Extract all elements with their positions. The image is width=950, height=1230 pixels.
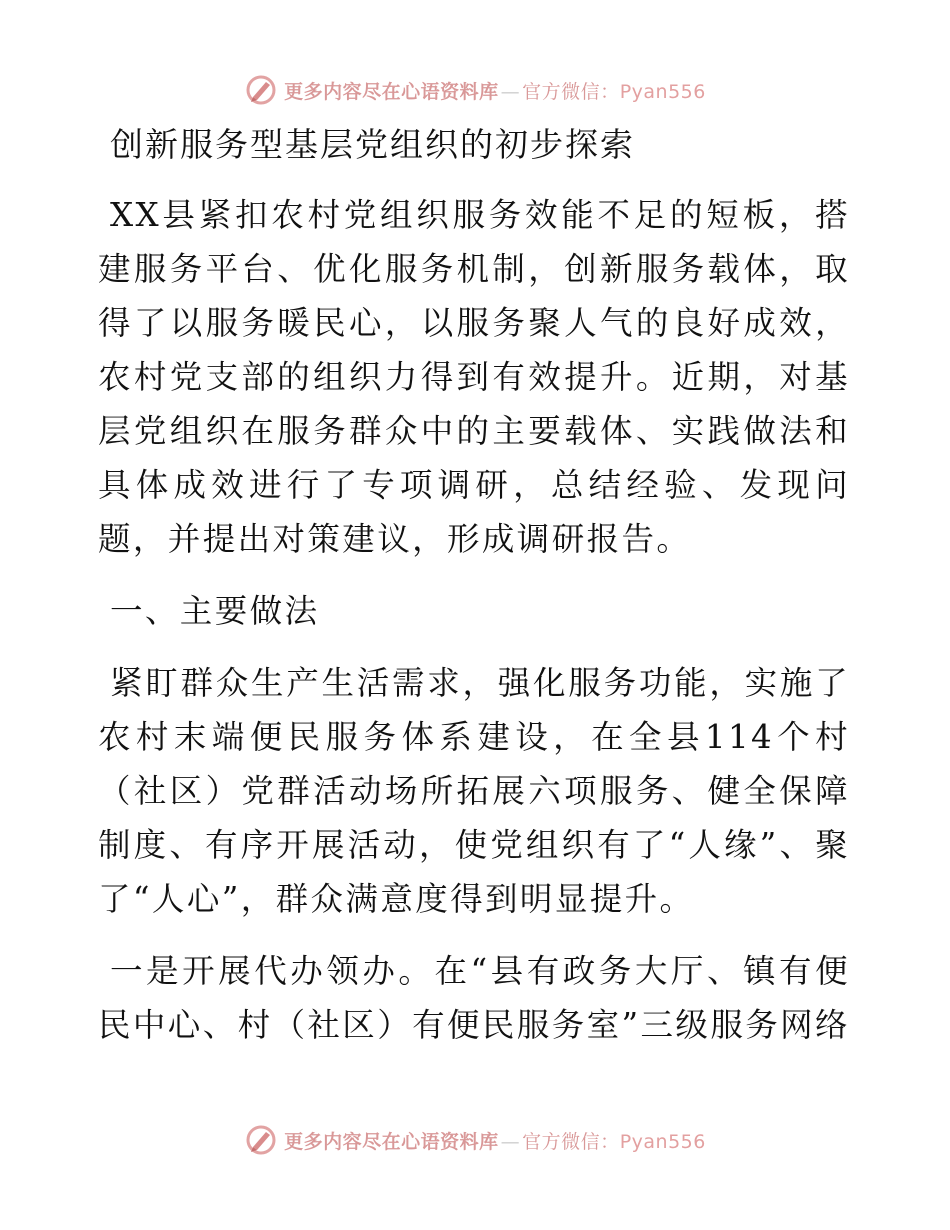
banner-separator: — xyxy=(500,1130,521,1153)
document-title: 创新服务型基层党组织的初步探索 xyxy=(110,125,635,164)
pen-circle-icon xyxy=(244,73,278,107)
banner-title: 更多内容尽在心语资料库 xyxy=(284,80,499,103)
banner-separator: — xyxy=(500,80,521,103)
section-heading: 一、主要做法 xyxy=(110,592,320,630)
banner-wechat-id: Pyan556 xyxy=(619,80,706,103)
banner-title: 更多内容尽在心语资料库 xyxy=(284,1130,499,1153)
banner-wechat-label: 官方微信： xyxy=(522,1130,620,1153)
header-watermark-banner xyxy=(0,70,950,110)
section-paragraph: 紧盯群众生产生活需求，强化服务功能，实施了农村末端便民服务体系建设，在全县114个村（社区）党群活动场所拓展六项服务、健全保障制度、有序开展活动，使党组织有了“人缘”、聚了“人心”，群众满意度得到明显提升。 xyxy=(98,664,850,918)
point-paragraph: 一是开展代办领办。在“县有政务大厅、镇有便民中心、村（社区）有便民服务室”三级服务网络 xyxy=(98,952,850,1044)
document-body xyxy=(98,120,850,1070)
banner-text xyxy=(284,1127,706,1154)
footer-watermark-banner xyxy=(0,1120,950,1160)
banner-text xyxy=(284,77,706,104)
banner-wechat-label: 官方微信： xyxy=(522,80,620,103)
pen-circle-icon xyxy=(244,1123,278,1157)
intro-paragraph: XX县紧扣农村党组织服务效能不足的短板，搭建服务平台、优化服务机制，创新服务载体，取得了以服务暖民心，以服务聚人气的良好成效，农村党支部的组织力得到有效提升。近期，对基层党组织在服务群众中的主要载体、实践做法和具体成效进行了专项调研，总结经验、发现问题，并提出对策建议，形成调研报告。 xyxy=(98,196,850,558)
banner-wechat-id: Pyan556 xyxy=(619,1130,706,1153)
